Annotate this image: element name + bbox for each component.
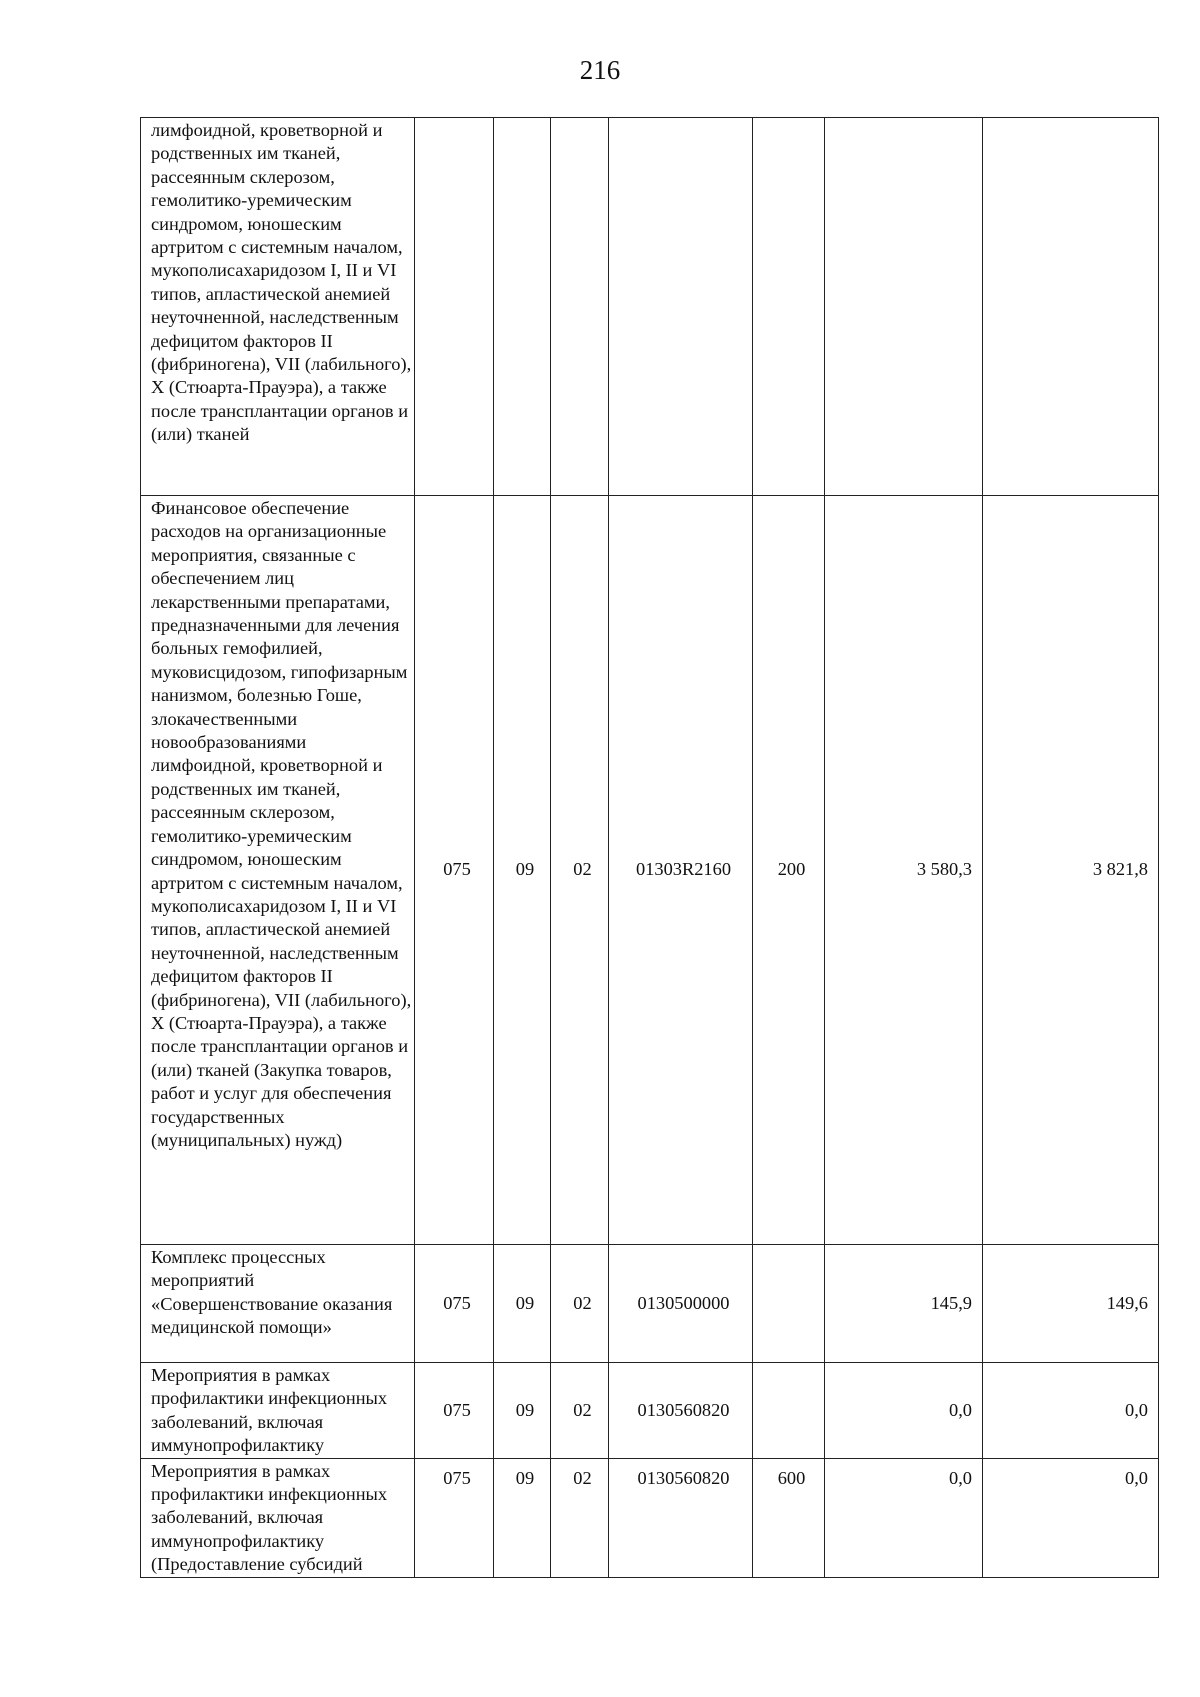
amount-year-1: 3 580,3 [825,496,983,1245]
table-row [141,1458,1159,1577]
expense-type-code: 200 [753,496,825,1245]
subsection-code: 02 [551,496,609,1245]
row-description: Комплекс процессных мероприятий «Совершенствование оказания медицинской помощи» [141,1245,415,1363]
section-code: 09 [494,1458,551,1577]
target-article-code: 01303R2160 [609,496,753,1245]
target-article-code: 0130500000 [609,1245,753,1363]
subsection-code: 02 [551,1458,609,1577]
subsection-code: 02 [551,1245,609,1363]
amount-year-2: 0,0 [983,1363,1159,1459]
table-row [141,1363,1159,1459]
expense-type-code [753,1363,825,1459]
expense-type-code [753,118,825,496]
row-description: Мероприятия в рамках профилактики инфекционных заболеваний, включая иммунопрофилактику [141,1363,415,1459]
amount-year-1: 0,0 [825,1363,983,1459]
section-code [494,118,551,496]
row-description: лимфоидной, кроветворной и родственных им тканей, рассеянным склерозом, гемолитико-уремическим синдромом, юношеским артритом с системным началом, мукополисахаридозом I, II и VI типов, апластической анемией неуточненной, наследственным дефицитом факторов II (фибриногена), VII (лабильного), X (Стюарта-Прауэра), а также после трансплантации органов и (или) тканей [141,118,415,496]
ministry-code [415,118,494,496]
ministry-code: 075 [415,1245,494,1363]
expense-type-code: 600 [753,1458,825,1577]
expense-type-code [753,1245,825,1363]
row-description: Мероприятия в рамках профилактики инфекционных заболеваний, включая иммунопрофилактику (Предоставление субсидий [141,1458,415,1577]
table-row [141,496,1159,1245]
budget-table [140,117,1159,1578]
ministry-code: 075 [415,496,494,1245]
table-row [141,118,1159,496]
amount-year-2 [983,118,1159,496]
amount-year-1 [825,118,983,496]
amount-year-2: 149,6 [983,1245,1159,1363]
subsection-code [551,118,609,496]
amount-year-2: 0,0 [983,1458,1159,1577]
page-number: 216 [579,55,621,85]
amount-year-1: 0,0 [825,1458,983,1577]
ministry-code: 075 [415,1363,494,1459]
amount-year-2: 3 821,8 [983,496,1159,1245]
section-code: 09 [494,1363,551,1459]
target-article-code: 0130560820 [609,1458,753,1577]
table-row [141,1245,1159,1363]
row-description: Финансовое обеспечение расходов на организационные мероприятия, связанные с обеспечением лиц лекарственными препаратами, предназначенными для лечения больных гемофилией, муковисцидозом, гипофизарным нанизмом, болезнью Гоше, злокачественными новообразованиями лимфоидной, кроветворной и родственных им тканей, рассеянным склерозом, гемолитико-уремическим синдромом, юношеским артритом с системным началом, мукополисахаридозом I, II и VI типов, апластической анемией неуточненной, наследственным дефицитом факторов II (фибриногена), VII (лабильного), X (Стюарта-Прауэра), а также после трансплантации органов и (или) тканей (Закупка товаров, работ и услуг для обеспечения государственных (муниципальных) нужд) [141,496,415,1245]
subsection-code: 02 [551,1363,609,1459]
target-article-code [609,118,753,496]
amount-year-1: 145,9 [825,1245,983,1363]
ministry-code: 075 [415,1458,494,1577]
section-code: 09 [494,1245,551,1363]
target-article-code: 0130560820 [609,1363,753,1459]
section-code: 09 [494,496,551,1245]
